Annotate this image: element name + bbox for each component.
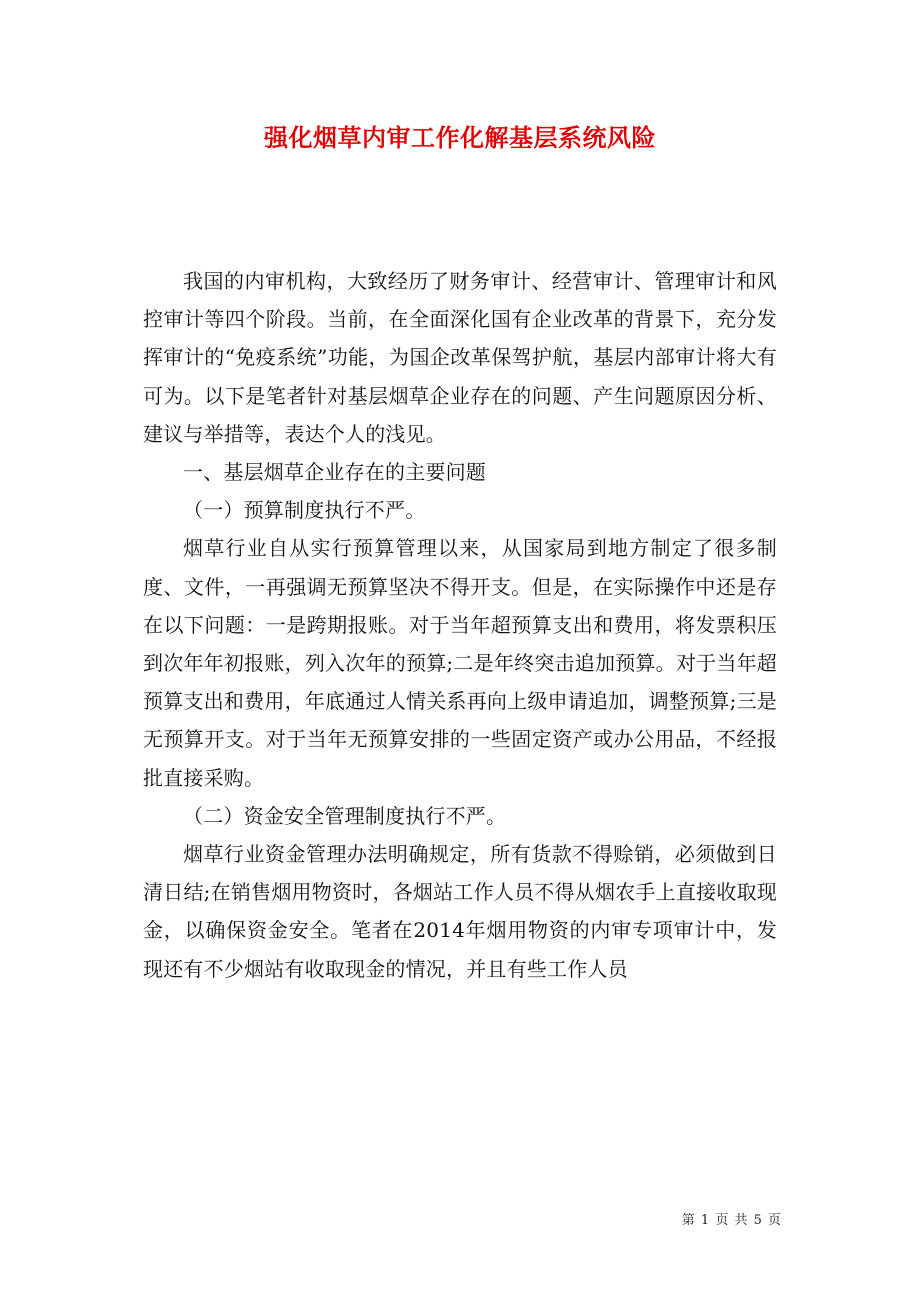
document-body — [143, 262, 777, 988]
section-heading: 一、基层烟草企业存在的主要问题 — [183, 460, 486, 485]
subsection-heading-1: （一）预算制度执行不严。 — [183, 498, 426, 523]
subsection-heading-2: （二）资金安全管理制度执行不严。 — [183, 803, 507, 828]
intro-paragraph: 我国的内审机构，大致经历了财务审计、经营审计、管理审计和风控审计等四个阶段。当前，在全面深化国有企业改革的背景下，充分发挥审计的“免疫系统”功能，为国企改革保驾护航，基层内部审计将大有可为。以下是笔者针对基层烟草企业存在的问题、产生问题原因分析、建议与举措等，表达个人的浅见。 — [143, 269, 777, 446]
budget-paragraph: 烟草行业自从实行预算管理以来，从国家局到地方制定了很多制度、文件，一再强调无预算坚决不得开支。但是，在实际操作中还是存在以下问题：一是跨期报账。对于当年超预算支出和费用，将发票积压到次年年初报账，列入次年的预算;二是年终突击追加预算。对于当年超预算支出和费用，年底通过人情关系再向上级申请追加，调整预算;三是无预算开支。对于当年无预算安排的一些固定资产或办公用品，不经报批直接采购。 — [143, 536, 777, 790]
page-number-footer: 第 1 页 共 5 页 — [681, 1213, 782, 1228]
fund-safety-paragraph: 烟草行业资金管理办法明确规定，所有货款不得赊销，必须做到日清日结;在销售烟用物资时，各烟站工作人员不得从烟农手上直接收取现金，以确保资金安全。笔者在2014年烟用物资的内审专项审计中，发现还有不少烟站有收取现金的情况，并且有些工作人员 — [143, 842, 777, 981]
document-title: 强化烟草内审工作化解基层系统风险 — [264, 123, 656, 152]
